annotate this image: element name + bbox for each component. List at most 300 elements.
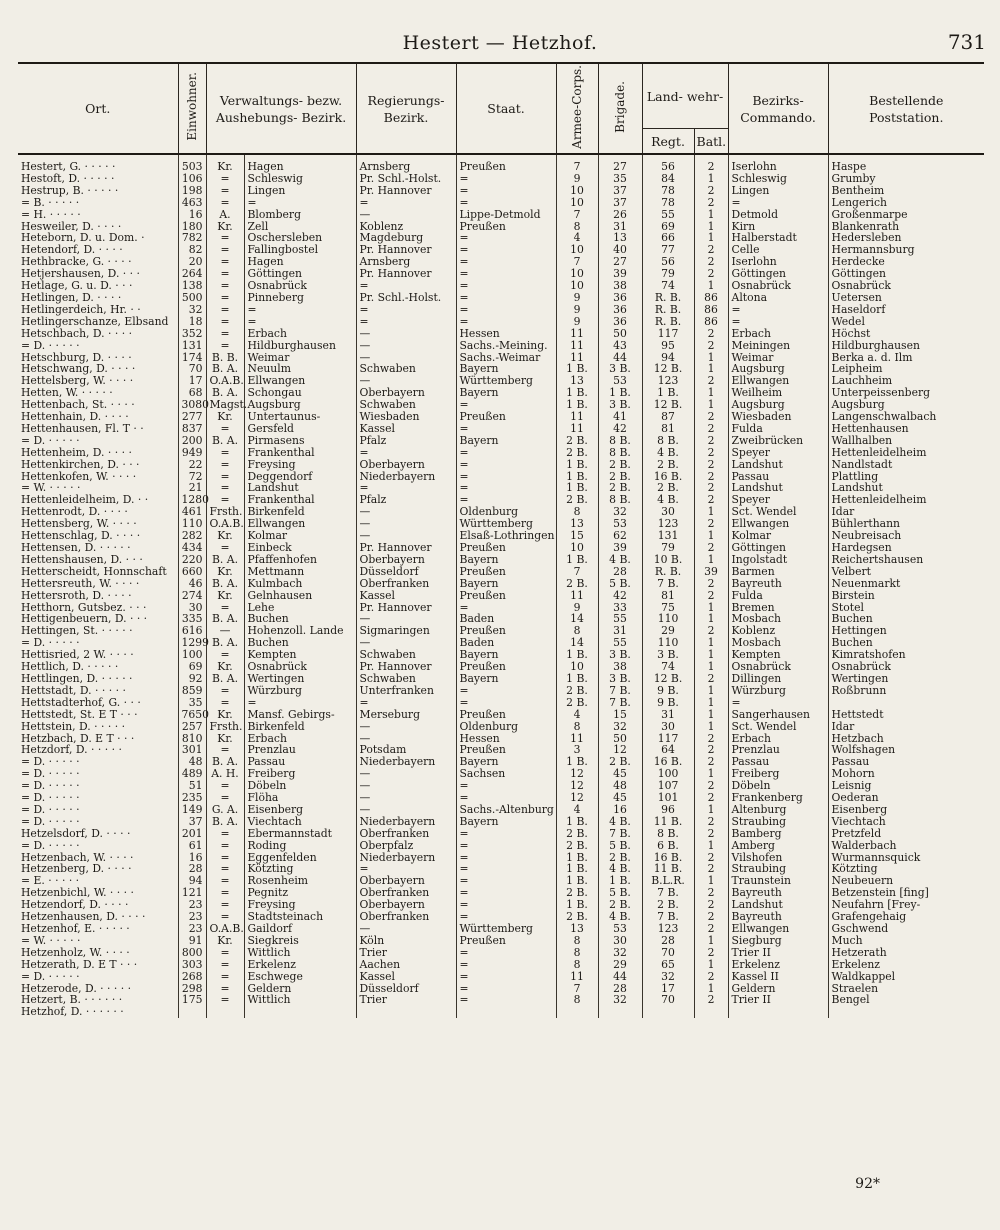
cell-einwohner: 303 xyxy=(178,959,206,971)
cell-poststation: Idar xyxy=(828,721,984,733)
cell-bezirks-commando: Kempten xyxy=(728,649,828,661)
cell-poststation: Grumby xyxy=(828,173,984,185)
cell-poststation: Osnabrück xyxy=(828,280,984,292)
cell-poststation: Langenschwalbach xyxy=(828,411,984,423)
cell-ort: Hettenhain, D. · · · · xyxy=(21,410,129,424)
cell-poststation: Hettingen xyxy=(828,625,984,637)
cell-verwaltung-bezirk: Pirmasens xyxy=(244,435,356,447)
cell-verwaltung-bezirk: Hohenzoll. Lande xyxy=(244,625,356,637)
cell-landwehr-regt: 12 B. xyxy=(642,673,694,685)
cell-einwohner: 461 xyxy=(178,506,206,518)
cell-poststation: Leisnig xyxy=(828,780,984,792)
cell-bezirks-commando: Wiesbaden xyxy=(728,411,828,423)
cell-landwehr-batl: 1 xyxy=(694,613,728,625)
cell-ort: Hetzelsdorf, D. · · · · xyxy=(21,826,131,840)
cell-landwehr-regt: 16 B. xyxy=(642,852,694,864)
cell-regierungs-bezirk: Oberfranken xyxy=(356,578,456,590)
page-title: Hestert — Hetzhof. xyxy=(402,32,598,54)
cell-ort: Hettstedt, St. E T · · · xyxy=(21,707,138,721)
cell-ort: Hetzbach, D. E T · · · xyxy=(21,731,135,745)
cell-landwehr-regt: R. B. xyxy=(642,304,694,316)
cell-poststation: Passau xyxy=(828,756,984,768)
cell-landwehr-regt: 31 xyxy=(642,709,694,721)
cell-landwehr-regt: 74 xyxy=(642,280,694,292)
cell-verwaltung-type: B. B. xyxy=(206,352,244,364)
table-row xyxy=(18,590,984,602)
cell-verwaltung-type: = xyxy=(206,887,244,899)
cell-staat: = xyxy=(456,447,556,459)
cell-landwehr-regt: 78 xyxy=(642,197,694,209)
cell-staat: Bayern xyxy=(456,387,556,399)
cell-poststation: Wolfshagen xyxy=(828,744,984,756)
cell-verwaltung-bezirk: Eisenberg xyxy=(244,804,356,816)
cell-verwaltung-bezirk: = xyxy=(244,197,356,209)
cell-landwehr-batl: 86 xyxy=(694,316,728,328)
cell-einwohner: 1280 xyxy=(178,494,206,506)
cell-poststation: Hettstedt xyxy=(828,709,984,721)
cell-poststation: Hedersleben xyxy=(828,232,984,244)
cell-staat: = xyxy=(456,494,556,506)
cell-brigade: 31 xyxy=(598,625,642,637)
cell-einwohner: 32 xyxy=(178,304,206,316)
cell-landwehr-batl xyxy=(694,1006,728,1018)
cell-armee-corps: 9 xyxy=(556,173,598,185)
cell-landwehr-regt: 69 xyxy=(642,221,694,233)
cell-armee-corps: 1 B. xyxy=(556,459,598,471)
table-row xyxy=(18,435,984,447)
cell-ort: = D. · · · · · xyxy=(21,791,80,805)
cell-landwehr-regt: 110 xyxy=(642,637,694,649)
cell-verwaltung-type: Kr. xyxy=(206,154,244,173)
cell-landwehr-batl: 2 xyxy=(694,154,728,173)
cell-ort: = D. · · · · · xyxy=(21,338,80,352)
cell-poststation: Neufahrn [Frey- xyxy=(828,899,984,911)
cell-poststation: Velbert xyxy=(828,566,984,578)
cell-poststation: Kötzting xyxy=(828,863,984,875)
cell-regierungs-bezirk: Oberfranken xyxy=(356,911,456,923)
cell-regierungs-bezirk: = xyxy=(356,304,456,316)
cell-staat: = xyxy=(456,185,556,197)
cell-landwehr-batl: 2 xyxy=(694,994,728,1006)
cell-armee-corps: 10 xyxy=(556,542,598,554)
cell-verwaltung-bezirk: Wittlich xyxy=(244,947,356,959)
cell-staat: Baden xyxy=(456,613,556,625)
cell-einwohner: 949 xyxy=(178,447,206,459)
cell-verwaltung-bezirk: Viechtach xyxy=(244,816,356,828)
cell-brigade: 4 B. xyxy=(598,554,642,566)
cell-landwehr-regt: 70 xyxy=(642,947,694,959)
cell-armee-corps: 3 xyxy=(556,744,598,756)
cell-armee-corps: 2 B. xyxy=(556,578,598,590)
cell-bezirks-commando: Bayreuth xyxy=(728,578,828,590)
cell-einwohner: 352 xyxy=(178,328,206,340)
cell-bezirks-commando: Landshut xyxy=(728,482,828,494)
cell-regierungs-bezirk: Arnsberg xyxy=(356,256,456,268)
cell-armee-corps: 2 B. xyxy=(556,911,598,923)
cell-ort: Heteborn, D. u. Dom. · xyxy=(21,231,145,245)
cell-bezirks-commando: Altona xyxy=(728,292,828,304)
cell-bezirks-commando: Siegburg xyxy=(728,935,828,947)
cell-bezirks-commando: Mosbach xyxy=(728,637,828,649)
cell-ort: Hestrup, B. · · · · · xyxy=(21,183,119,197)
cell-armee-corps: 1 B. xyxy=(556,673,598,685)
cell-staat: Württemberg xyxy=(456,518,556,530)
cell-ort: = D. · · · · · xyxy=(21,433,80,447)
cell-verwaltung-type: = xyxy=(206,173,244,185)
cell-landwehr-regt: 96 xyxy=(642,804,694,816)
cell-brigade: 2 B. xyxy=(598,482,642,494)
cell-verwaltung-type: = xyxy=(206,649,244,661)
cell-landwehr-batl: 1 xyxy=(694,399,728,411)
cell-einwohner: 274 xyxy=(178,590,206,602)
cell-landwehr-regt: 55 xyxy=(642,209,694,221)
cell-landwehr-regt: R. B. xyxy=(642,316,694,328)
table-row xyxy=(18,959,984,971)
cell-landwehr-batl: 2 xyxy=(694,328,728,340)
cell-verwaltung-bezirk: Kempten xyxy=(244,649,356,661)
cell-verwaltung-bezirk: Eschwege xyxy=(244,971,356,983)
cell-regierungs-bezirk: Sigmaringen xyxy=(356,625,456,637)
cell-ort: Hettenschlag, D. · · · · xyxy=(21,529,141,543)
cell-brigade: 2 B. xyxy=(598,459,642,471)
cell-verwaltung-bezirk: Ebermannstadt xyxy=(244,828,356,840)
cell-einwohner: 434 xyxy=(178,542,206,554)
cell-staat: Preußen xyxy=(456,709,556,721)
cell-landwehr-regt: 30 xyxy=(642,506,694,518)
cell-einwohner: 28 xyxy=(178,863,206,875)
cell-regierungs-bezirk: — xyxy=(356,721,456,733)
cell-poststation: Wurmannsquick xyxy=(828,852,984,864)
cell-verwaltung-type: = xyxy=(206,875,244,887)
cell-verwaltung-bezirk: Rosenheim xyxy=(244,875,356,887)
cell-brigade: 36 xyxy=(598,316,642,328)
cell-armee-corps: 11 xyxy=(556,352,598,364)
cell-landwehr-batl: 1 xyxy=(694,530,728,542)
cell-landwehr-regt: 56 xyxy=(642,154,694,173)
cell-verwaltung-type: A. H. xyxy=(206,768,244,780)
cell-bezirks-commando: Erbach xyxy=(728,733,828,745)
cell-staat: Württemberg xyxy=(456,375,556,387)
cell-ort: = W. · · · · · xyxy=(21,481,81,495)
cell-brigade: 32 xyxy=(598,506,642,518)
cell-ort: = D. · · · · · xyxy=(21,969,80,983)
cell-einwohner: 30 xyxy=(178,602,206,614)
cell-ort: Hetzdorf, D. · · · · · xyxy=(21,743,122,757)
cell-brigade: 1 B. xyxy=(598,387,642,399)
cell-staat: Bayern xyxy=(456,363,556,375)
cell-regierungs-bezirk: = xyxy=(356,280,456,292)
cell-poststation: Höchst xyxy=(828,328,984,340)
col-verwaltung: Verwaltungs- bezw. Aushebungs- Bezirk. xyxy=(206,63,356,154)
cell-landwehr-batl: 1 xyxy=(694,506,728,518)
cell-ort: Hettstein, D. · · · · · xyxy=(21,719,126,733)
table-row xyxy=(18,185,984,197)
cell-landwehr-regt xyxy=(642,1006,694,1018)
cell-ort: Hestoft, D. · · · · · xyxy=(21,171,115,185)
cell-einwohner: 335 xyxy=(178,613,206,625)
table-row xyxy=(18,971,984,983)
cell-verwaltung-type: = xyxy=(206,197,244,209)
cell-bezirks-commando: Landshut xyxy=(728,899,828,911)
cell-verwaltung-type: = xyxy=(206,459,244,471)
cell-bezirks-commando: Kassel II xyxy=(728,971,828,983)
cell-regierungs-bezirk: Merseburg xyxy=(356,709,456,721)
cell-einwohner: 301 xyxy=(178,744,206,756)
cell-regierungs-bezirk: Pr. Schl.-Holst. xyxy=(356,292,456,304)
cell-landwehr-batl: 2 xyxy=(694,780,728,792)
cell-verwaltung-bezirk: Lehe xyxy=(244,602,356,614)
cell-verwaltung-type: B. A. xyxy=(206,387,244,399)
cell-staat: = xyxy=(456,471,556,483)
cell-bezirks-commando: Dillingen xyxy=(728,673,828,685)
cell-einwohner: 463 xyxy=(178,197,206,209)
cell-bezirks-commando: Ellwangen xyxy=(728,375,828,387)
cell-staat: = xyxy=(456,899,556,911)
page-number: 731 xyxy=(947,30,986,54)
cell-einwohner: 282 xyxy=(178,530,206,542)
cell-ort: Hettenshausen, D. · · · xyxy=(21,552,143,566)
cell-brigade: 27 xyxy=(598,256,642,268)
cell-regierungs-bezirk: — xyxy=(356,768,456,780)
cell-landwehr-batl: 2 xyxy=(694,435,728,447)
cell-staat: = xyxy=(456,423,556,435)
cell-verwaltung-bezirk: = xyxy=(244,304,356,316)
cell-armee-corps: 2 B. xyxy=(556,435,598,447)
cell-landwehr-batl: 1 xyxy=(694,209,728,221)
cell-verwaltung-bezirk: Pfaffenhofen xyxy=(244,554,356,566)
cell-verwaltung-type: Kr. xyxy=(206,733,244,745)
cell-landwehr-regt: 100 xyxy=(642,768,694,780)
cell-einwohner: 174 xyxy=(178,352,206,364)
cell-poststation: Buchen xyxy=(828,637,984,649)
cell-verwaltung-bezirk: Passau xyxy=(244,756,356,768)
cell-staat: Preußen xyxy=(456,625,556,637)
cell-ort: = D. · · · · · xyxy=(21,767,80,781)
cell-armee-corps: 7 xyxy=(556,256,598,268)
cell-landwehr-regt: R. B. xyxy=(642,566,694,578)
cell-poststation: Göttingen xyxy=(828,268,984,280)
cell-poststation: Wertingen xyxy=(828,673,984,685)
cell-verwaltung-bezirk: Frankenthal xyxy=(244,447,356,459)
cell-regierungs-bezirk: — xyxy=(356,637,456,649)
cell-verwaltung-bezirk: Wittlich xyxy=(244,994,356,1006)
cell-einwohner: 800 xyxy=(178,947,206,959)
cell-landwehr-batl: 2 xyxy=(694,923,728,935)
cell-regierungs-bezirk: Pr. Hannover xyxy=(356,542,456,554)
cell-armee-corps: 8 xyxy=(556,625,598,637)
cell-bezirks-commando: Bayreuth xyxy=(728,887,828,899)
cell-poststation: Bühlerthann xyxy=(828,518,984,530)
cell-brigade: 2 B. xyxy=(598,899,642,911)
cell-verwaltung-bezirk: Einbeck xyxy=(244,542,356,554)
cell-poststation: Wallhalben xyxy=(828,435,984,447)
cell-staat: Preußen xyxy=(456,154,556,173)
cell-verwaltung-type: = xyxy=(206,340,244,352)
cell-poststation: Lengerich xyxy=(828,197,984,209)
cell-poststation: Walderbach xyxy=(828,840,984,852)
cell-verwaltung-type: = xyxy=(206,423,244,435)
cell-einwohner: 72 xyxy=(178,471,206,483)
cell-verwaltung-type: — xyxy=(206,625,244,637)
table-row xyxy=(18,209,984,221)
cell-poststation: Augsburg xyxy=(828,399,984,411)
cell-landwehr-regt: 3 B. xyxy=(642,649,694,661)
cell-regierungs-bezirk: — xyxy=(356,506,456,518)
cell-ort: Hettenkirchen, D. · · · xyxy=(21,457,140,471)
cell-brigade: 13 xyxy=(598,232,642,244)
col-regierung: Regierungs- Bezirk. xyxy=(356,63,456,154)
cell-armee-corps: 7 xyxy=(556,209,598,221)
cell-armee-corps: 13 xyxy=(556,923,598,935)
cell-poststation: Gschwend xyxy=(828,923,984,935)
cell-einwohner: 810 xyxy=(178,733,206,745)
cell-einwohner: 298 xyxy=(178,983,206,995)
cell-staat: = xyxy=(456,482,556,494)
cell-verwaltung-type: = xyxy=(206,447,244,459)
cell-bezirks-commando: = xyxy=(728,304,828,316)
cell-poststation: Birstein xyxy=(828,590,984,602)
cell-verwaltung-type: = xyxy=(206,542,244,554)
cell-staat: = xyxy=(456,280,556,292)
cell-verwaltung-type: = xyxy=(206,994,244,1006)
cell-bezirks-commando: Trier II xyxy=(728,994,828,1006)
cell-landwehr-batl: 1 xyxy=(694,554,728,566)
cell-landwehr-batl: 2 xyxy=(694,244,728,256)
cell-armee-corps: 11 xyxy=(556,411,598,423)
cell-einwohner: 782 xyxy=(178,232,206,244)
cell-verwaltung-bezirk: Osnabrück xyxy=(244,280,356,292)
cell-verwaltung-type: B. A. xyxy=(206,637,244,649)
cell-poststation: Hettenleidelheim xyxy=(828,447,984,459)
cell-landwehr-regt: 107 xyxy=(642,780,694,792)
cell-poststation: Lauchheim xyxy=(828,375,984,387)
cell-regierungs-bezirk: — xyxy=(356,733,456,745)
cell-armee-corps: 10 xyxy=(556,185,598,197)
cell-landwehr-regt: 56 xyxy=(642,256,694,268)
cell-landwehr-batl: 2 xyxy=(694,268,728,280)
cell-bezirks-commando: = xyxy=(728,197,828,209)
cell-verwaltung-bezirk: Flöha xyxy=(244,792,356,804)
cell-staat: = xyxy=(456,256,556,268)
cell-armee-corps: 11 xyxy=(556,328,598,340)
cell-bezirks-commando: Ellwangen xyxy=(728,923,828,935)
cell-einwohner: 235 xyxy=(178,792,206,804)
cell-ort: Hetlingerdeich, Hr. · · xyxy=(21,302,141,316)
cell-poststation: Bentheim xyxy=(828,185,984,197)
cell-verwaltung-bezirk: Erkelenz xyxy=(244,959,356,971)
cell-bezirks-commando: Detmold xyxy=(728,209,828,221)
cell-landwehr-batl: 2 xyxy=(694,494,728,506)
cell-einwohner: 175 xyxy=(178,994,206,1006)
cell-verwaltung-bezirk: Geldern xyxy=(244,983,356,995)
cell-landwehr-batl: 2 xyxy=(694,756,728,768)
cell-ort: Hetendorf, D. · · · · xyxy=(21,243,123,257)
cell-staat: Baden xyxy=(456,637,556,649)
cell-regierungs-bezirk: — xyxy=(356,792,456,804)
cell-poststation: Neubreisach xyxy=(828,530,984,542)
cell-bezirks-commando: Vilshofen xyxy=(728,852,828,864)
cell-bezirks-commando: Amberg xyxy=(728,840,828,852)
cell-landwehr-regt: 7 B. xyxy=(642,578,694,590)
cell-brigade: 28 xyxy=(598,566,642,578)
cell-verwaltung-bezirk: Buchen xyxy=(244,613,356,625)
cell-verwaltung-bezirk: Freysing xyxy=(244,459,356,471)
cell-staat: = xyxy=(456,316,556,328)
cell-landwehr-regt: 7 B. xyxy=(642,887,694,899)
cell-brigade: 42 xyxy=(598,423,642,435)
cell-armee-corps: 14 xyxy=(556,613,598,625)
cell-regierungs-bezirk: Niederbayern xyxy=(356,816,456,828)
cell-armee-corps: 10 xyxy=(556,280,598,292)
cell-bezirks-commando: Kolmar xyxy=(728,530,828,542)
cell-regierungs-bezirk: Aachen xyxy=(356,959,456,971)
cell-landwehr-batl: 1 xyxy=(694,661,728,673)
cell-poststation: Leipheim xyxy=(828,363,984,375)
cell-verwaltung-bezirk: Gaildorf xyxy=(244,923,356,935)
cell-verwaltung-type: = xyxy=(206,971,244,983)
cell-verwaltung-bezirk: Oschersleben xyxy=(244,232,356,244)
cell-regierungs-bezirk: — xyxy=(356,613,456,625)
cell-landwehr-batl: 2 xyxy=(694,185,728,197)
cell-bezirks-commando: Straubing xyxy=(728,816,828,828)
cell-verwaltung-type: B. A. xyxy=(206,756,244,768)
cell-regierungs-bezirk: Pr. Hannover xyxy=(356,268,456,280)
cell-bezirks-commando: Erbach xyxy=(728,328,828,340)
cell-brigade: 8 B. xyxy=(598,494,642,506)
cell-verwaltung-type: O.A.B. xyxy=(206,375,244,387)
cell-bezirks-commando xyxy=(728,1006,828,1018)
cell-armee-corps: 4 xyxy=(556,804,598,816)
cell-regierungs-bezirk: Oberfranken xyxy=(356,828,456,840)
cell-verwaltung-type: = xyxy=(206,244,244,256)
cell-staat: = xyxy=(456,875,556,887)
table-row xyxy=(18,1006,984,1018)
cell-staat: = xyxy=(456,983,556,995)
cell-armee-corps xyxy=(556,1006,598,1018)
cell-landwehr-regt: 8 B. xyxy=(642,828,694,840)
cell-landwehr-regt: 87 xyxy=(642,411,694,423)
cell-ort: = H. · · · · · xyxy=(21,207,81,221)
cell-regierungs-bezirk: Niederbayern xyxy=(356,471,456,483)
cell-brigade: 28 xyxy=(598,983,642,995)
cell-landwehr-batl: 2 xyxy=(694,863,728,875)
cell-einwohner: 500 xyxy=(178,292,206,304)
cell-einwohner: 94 xyxy=(178,875,206,887)
cell-verwaltung-bezirk: Birkenfeld xyxy=(244,506,356,518)
cell-verwaltung-bezirk: Ellwangen xyxy=(244,518,356,530)
cell-armee-corps: 2 B. xyxy=(556,840,598,852)
cell-einwohner: 121 xyxy=(178,887,206,899)
cell-brigade: 36 xyxy=(598,292,642,304)
cell-verwaltung-bezirk: Hagen xyxy=(244,256,356,268)
cell-landwehr-regt: 1 B. xyxy=(642,387,694,399)
cell-armee-corps: 1 B. xyxy=(556,816,598,828)
cell-ort: = B. · · · · · xyxy=(21,195,80,209)
cell-staat: = xyxy=(456,840,556,852)
cell-einwohner: 489 xyxy=(178,768,206,780)
cell-poststation: Straelen xyxy=(828,983,984,995)
cell-landwehr-batl: 1 xyxy=(694,232,728,244)
cell-verwaltung-type: = xyxy=(206,280,244,292)
table-row xyxy=(18,566,984,578)
cell-landwehr-regt: B.L.R. xyxy=(642,875,694,887)
cell-armee-corps: 1 B. xyxy=(556,756,598,768)
cell-poststation: Oederan xyxy=(828,792,984,804)
cell-landwehr-regt: 123 xyxy=(642,518,694,530)
cell-landwehr-batl: 1 xyxy=(694,709,728,721)
cell-staat: Lippe-Detmold xyxy=(456,209,556,221)
cell-regierungs-bezirk: Schwaben xyxy=(356,649,456,661)
